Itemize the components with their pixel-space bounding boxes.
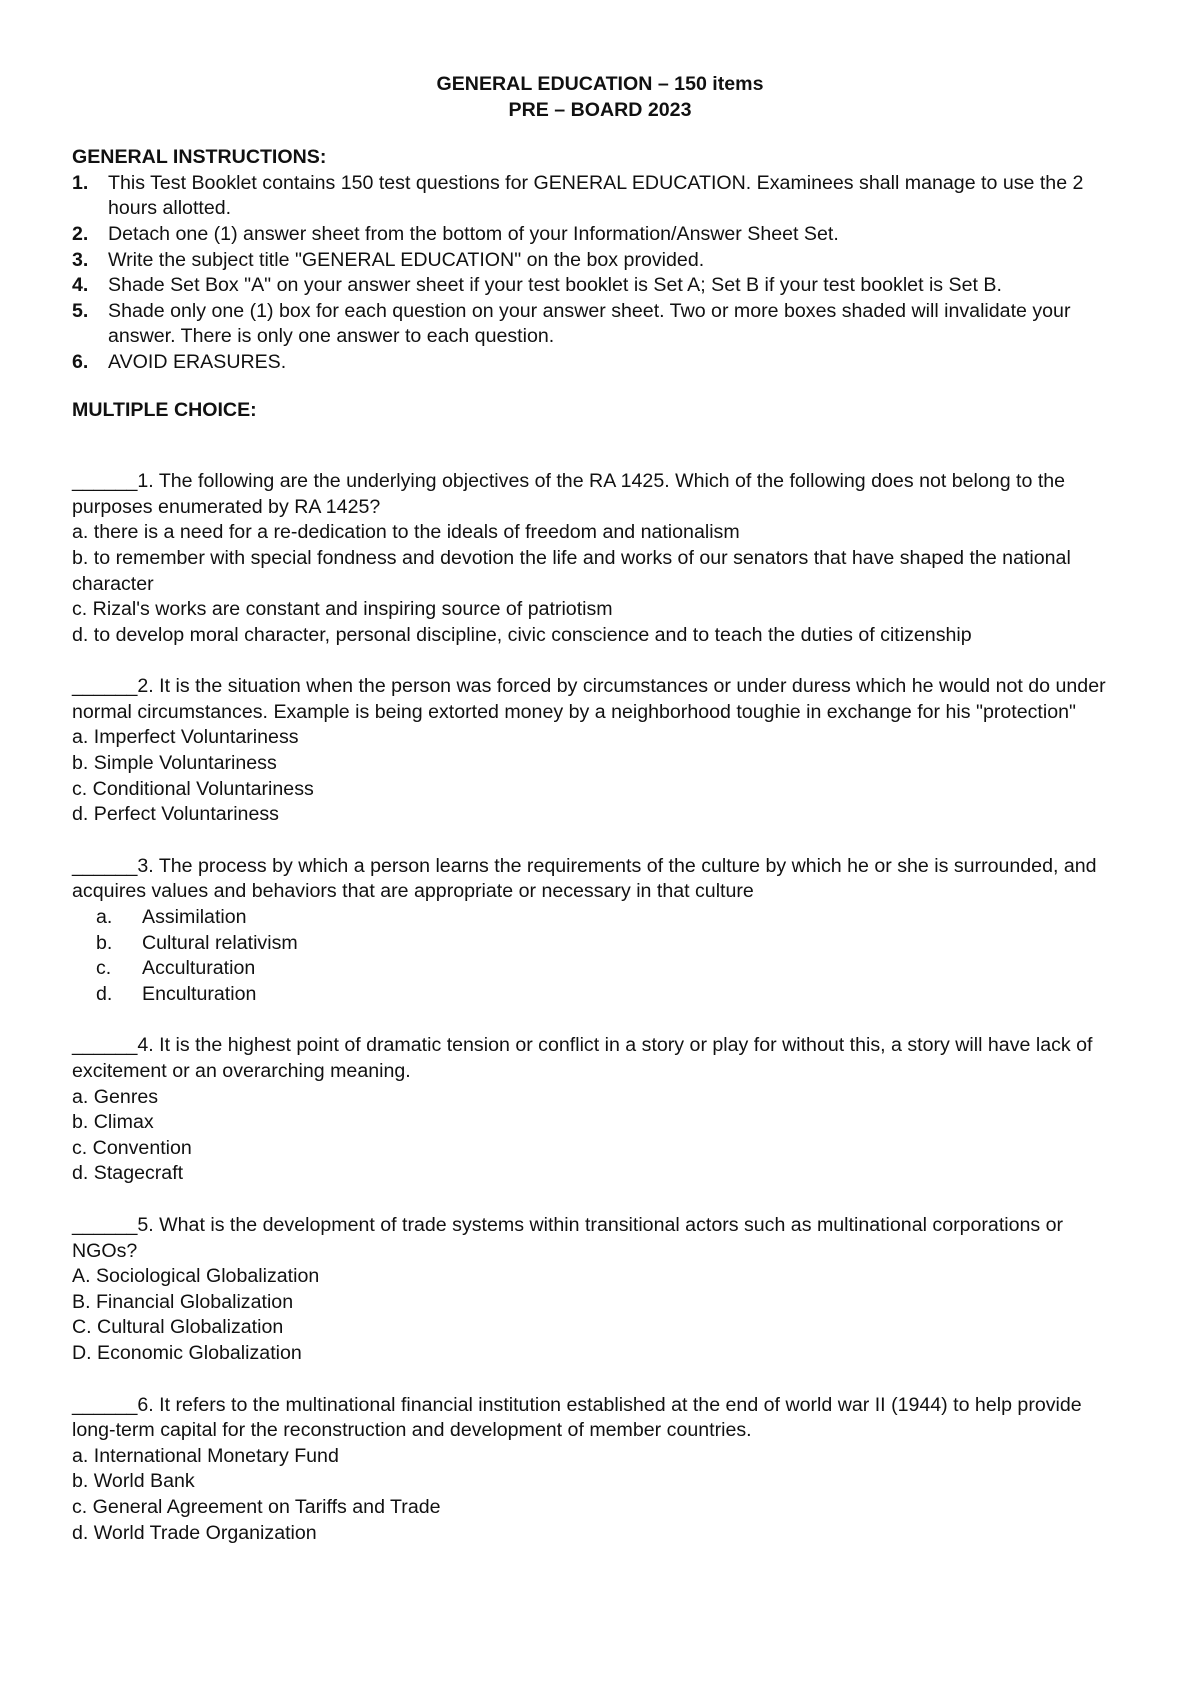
instruction-item (72, 273, 1128, 299)
answer-option (72, 905, 1128, 931)
answer-option: a. International Monetary Fund (72, 1444, 339, 1467)
instructions-list (72, 171, 1128, 376)
answer-option: a. Imperfect Voluntariness (72, 726, 299, 749)
question-1 (72, 469, 1128, 648)
instruction-number: 2. (72, 222, 89, 245)
instructions-heading: GENERAL INSTRUCTIONS: (72, 146, 327, 169)
answer-option: D. Economic Globalization (72, 1341, 302, 1364)
answer-option: b. Simple Voluntariness (72, 752, 277, 775)
option-text: Enculturation (142, 982, 257, 1005)
option-letter: a. (96, 906, 113, 929)
question-stem: ______4. It is the highest point of dramatic tension or conflict in a story or play for without this, a story will have lack of excitement or an overarching meaning. (72, 1034, 1093, 1082)
option-letter: b. (96, 931, 113, 954)
question-5 (72, 1213, 1128, 1367)
answer-option: b. to remember with special fondness and devotion the life and works of our senators that have shaped the national character (72, 546, 1071, 595)
question-stem: ______6. It refers to the multinational financial institution established at the end of world war II (1944) to help provide long-term capital for the reconstruction and development of member countries. (72, 1393, 1082, 1442)
question-stem: ______2. It is the situation when the person was forced by circumstances or under duress which he would not do under normal circumstances. Example is being extorted money by a neighborhood toughie in exchange for his "protection" (72, 675, 1106, 723)
option-letter: c. (96, 957, 112, 980)
instruction-text: Write the subject title "GENERAL EDUCATION" on the box provided. (108, 248, 705, 271)
answer-option (72, 956, 1128, 982)
answer-option: a. there is a need for a re-dedication to the ideals of freedom and nationalism (72, 521, 740, 544)
answer-option: c. General Agreement on Tariffs and Trade (72, 1495, 441, 1518)
answer-option: c. Rizal's works are constant and inspiring source of patriotism (72, 598, 613, 621)
option-text: Acculturation (142, 957, 256, 980)
option-letter: d. (96, 982, 113, 1005)
question-4 (72, 1033, 1128, 1187)
instruction-text: Detach one (1) answer sheet from the bottom of your Information/Answer Sheet Set. (108, 222, 839, 245)
option-text: Assimilation (142, 906, 247, 929)
instruction-item (72, 350, 1128, 376)
answer-option: b. World Bank (72, 1470, 195, 1493)
document-subtitle: PRE – BOARD 2023 (508, 98, 692, 121)
instruction-number: 3. (72, 248, 89, 271)
question-3 (72, 854, 1128, 1008)
answer-option: d. World Trade Organization (72, 1521, 317, 1544)
instruction-item (72, 248, 1128, 274)
question-stem: ______1. The following are the underlying objectives of the RA 1425. Which of the following does not belong to the purposes enumerated by RA 1425? (72, 470, 1066, 518)
answer-option: d. to develop moral character, personal discipline, civic conscience and to teach the duties of citizenship (72, 623, 972, 646)
question-6 (72, 1393, 1128, 1547)
instruction-text: Shade only one (1) box for each question on your answer sheet. Two or more boxes shaded will invalidate your answer. There is only one answer to each question. (108, 299, 1071, 348)
instruction-number: 6. (72, 350, 89, 373)
answer-option: b. Climax (72, 1111, 154, 1134)
instruction-text: Shade Set Box "A" on your answer sheet if your test booklet is Set A; Set B if your test booklet is Set B. (108, 274, 1002, 297)
answer-option (72, 982, 1128, 1008)
answer-option: B. Financial Globalization (72, 1290, 294, 1313)
document-title: GENERAL EDUCATION – 150 items (436, 73, 764, 95)
answer-option: c. Convention (72, 1136, 192, 1159)
answer-option: A. Sociological Globalization (72, 1265, 320, 1288)
question-2 (72, 674, 1128, 828)
instruction-item (72, 171, 1128, 222)
answer-option (72, 931, 1128, 957)
multiple-choice-heading: MULTIPLE CHOICE: (72, 398, 257, 421)
instruction-text: AVOID ERASURES. (108, 350, 287, 373)
option-text: Cultural relativism (142, 931, 298, 954)
question-stem: ______5. What is the development of trade systems within transitional actors such as multinational corporations or NGOs? (72, 1213, 1064, 1262)
answer-option: a. Genres (72, 1085, 159, 1108)
instruction-item (72, 222, 1128, 248)
answer-option: d. Stagecraft (72, 1162, 184, 1185)
answer-option: C. Cultural Globalization (72, 1316, 284, 1339)
instruction-number: 4. (72, 274, 89, 297)
instruction-item (72, 299, 1128, 350)
question-stem: ______3. The process by which a person learns the requirements of the culture by which he or she is surrounded, and acquires values and behaviors that are appropriate or necessary in that culture (72, 854, 1097, 903)
answer-option: c. Conditional Voluntariness (72, 777, 314, 800)
instruction-number: 5. (72, 299, 89, 322)
instruction-number: 1. (72, 171, 89, 194)
instruction-text: This Test Booklet contains 150 test questions for GENERAL EDUCATION. Examinees shall manage to use the 2 hours allotted. (108, 171, 1084, 220)
answer-option: d. Perfect Voluntariness (72, 803, 279, 826)
